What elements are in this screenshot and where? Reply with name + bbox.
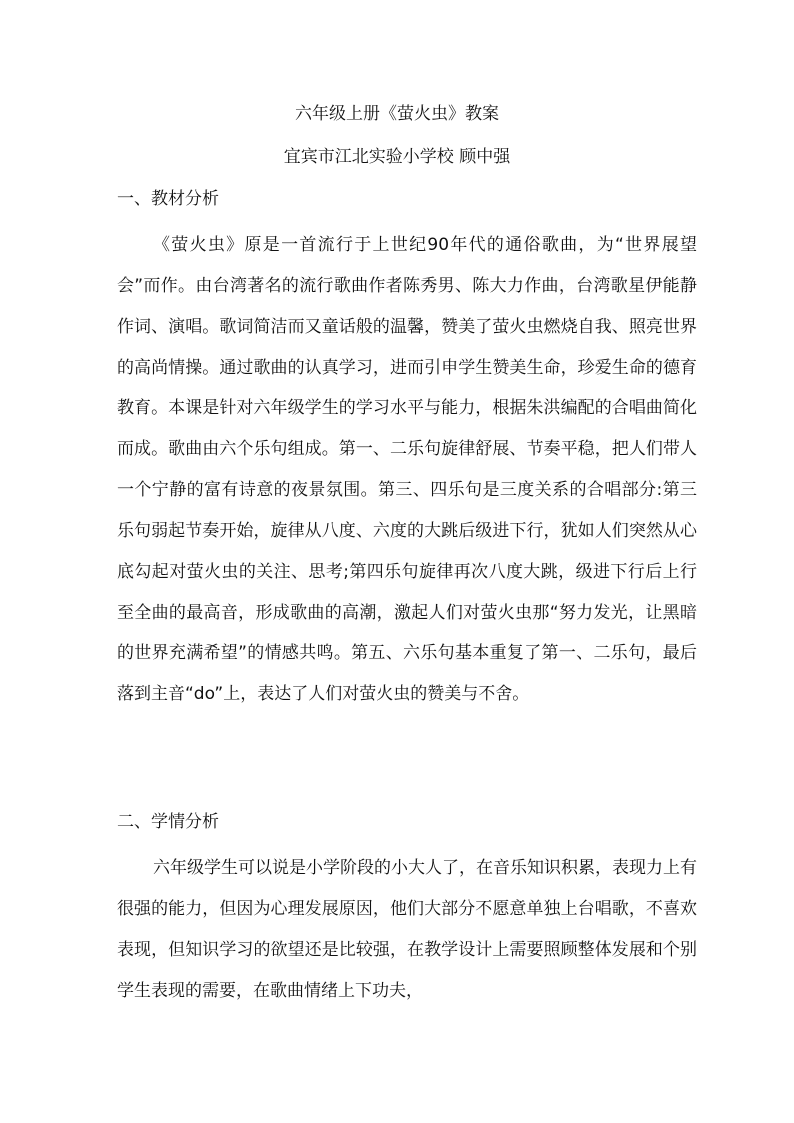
document-author-line: 宜宾市江北实验小学校 顾中强 — [283, 147, 511, 167]
section-heading-teaching-material-analysis: 一、教材分析 — [117, 189, 219, 209]
document-title: 六年级上册《萤火虫》教案 — [295, 104, 499, 124]
section-paragraph-student-analysis: 六年级学生可以说是小学阶段的小大人了，在音乐知识积累，表现力上有很强的能力，但因为心理发展原因，他们大部分不愿意单独上台唱歌，不喜欢表现，但知识学习的欲望还是比较强，在教学设计上需要照顾整体发展和个别学生表现的需要，在歌曲情绪上下功夫， — [117, 858, 697, 1001]
section-heading-student-analysis: 二、学情分析 — [117, 812, 219, 832]
section-paragraph-teaching-material-analysis: 《萤火虫》原是一首流行于上世纪90年代的通俗歌曲，为“世界展望会”而作。由台湾著名的流行歌曲作者陈秀男、陈大力作曲，台湾歌星伊能静作词、演唱。歌词简洁而又童话般的温馨，赞美了萤火虫燃烧自我、照亮世界的高尚情操。通过歌曲的认真学习，进而引申学生赞美生命，珍爱生命的德育教育。本课是针对六年级学生的学习水平与能力，根据朱洪编配的合唱曲简化而成。歌曲由六个乐句组成。第一、二乐句旋律舒展、节奏平稳，把人们带人一个宁静的富有诗意的夜景氛围。第三、四乐句是三度关系的合唱部分:第三乐句弱起节奏开始，旋律从八度、六度的大跳后级进下行，犹如人们突然从心底勾起对萤火虫的关注、思考;第四乐句旋律再次八度大跳，级进下行后上行至全曲的最高音，形成歌曲的高潮，激起人们对萤火虫那“努力发光，让黑暗的世界充满希望”的情感共鸣。第五、六乐句基本重复了第一、二乐句，最后落到主音“do”上，表达了人们对萤火虫的赞美与不舍。 — [117, 235, 697, 705]
